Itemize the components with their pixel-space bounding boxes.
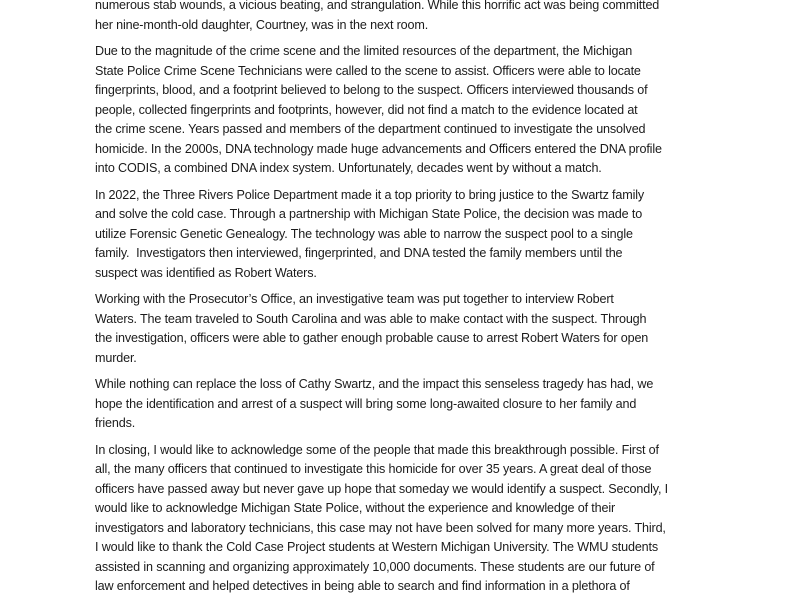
- text-line: homicide. In the 2000s, DNA technology made huge advancements and Officers entered the DNA profile: [95, 141, 662, 156]
- text-line: the investigation, officers were able to gather enough probable cause to arrest Robert Waters for open: [95, 331, 649, 345]
- text-line: all, the many officers that continued to investigate this homicide for over 35 years. A great deal of those: [95, 462, 652, 476]
- text-line: investigators and laboratory technicians, this case may not have been solved for many more years. Third,: [95, 520, 666, 535]
- text-line: numerous stab wounds, a vicious beating, and strangulation. While this horrific act was being committed: [95, 0, 660, 12]
- text-line: people, collected fingerprints and footprints, however, did not find a match to the evidence located at: [95, 102, 638, 117]
- text-line: her nine-month-old daughter, Courtney, was in the next room.: [95, 17, 429, 32]
- text-line: into CODIS, a combined DNA index system. Unfortunately, decades went by without a match.: [95, 161, 602, 175]
- text-line: In 2022, the Three Rivers Police Department made it a top priority to bring justice to the Swartz family: [95, 187, 645, 202]
- text-line: Working with the Prosecutor’s Office, an investigative team was put together to interview Robert: [95, 292, 614, 306]
- text-line: and solve the cold case. Through a partnership with Michigan State Police, the decision was made to: [95, 207, 643, 221]
- text-line: assisted in scanning and organizing approximately 10,000 documents. These students are our future of: [95, 559, 655, 574]
- text-line: officers have passed away but never gave up hope that someday we would identify a suspect. Secondly, I: [95, 481, 668, 496]
- text-line: law enforcement and helped detectives in being able to search and find information in a plethora of: [95, 579, 630, 593]
- text-line: hope the identification and arrest of a suspect will bring some long-awaited closure to her family and: [95, 396, 637, 411]
- paragraph: [95, 290, 735, 368]
- text-line: State Police Crime Scene Technicians were called to the scene to assist. Officers were able to locate: [95, 63, 641, 78]
- text-line: friends.: [95, 416, 136, 430]
- paragraph: [95, 186, 735, 284]
- paragraph: [95, 441, 735, 597]
- paragraph: [95, 42, 735, 179]
- text-line: In closing, I would like to acknowledge some of the people that made this breakthrough possible. First of: [95, 442, 659, 457]
- text-line: Waters. The team traveled to South Carolina and was able to make contact with the suspect. Through: [95, 311, 647, 326]
- text-line: While nothing can replace the loss of Cathy Swartz, and the impact this senseless tragedy has had, we: [95, 377, 654, 391]
- text-line: I would like to thank the Cold Case Project students at Western Michigan University. The WMU students: [95, 540, 659, 554]
- text-line: suspect was identified as Robert Waters.: [95, 265, 317, 280]
- text-line: murder.: [95, 350, 137, 365]
- document-page: [95, 0, 735, 604]
- text-line: Due to the magnitude of the crime scene and the limited resources of the department, the Michigan: [95, 44, 633, 58]
- paragraph: [95, 375, 735, 434]
- text-line: family. Investigators then interviewed, fingerprinted, and DNA tested the family members until the: [95, 246, 623, 260]
- document-body: [95, 0, 735, 597]
- text-line: the crime scene. Years passed and members of the department continued to investigate the unsolved: [95, 122, 646, 136]
- text-line: utilize Forensic Genetic Genealogy. The technology was able to narrow the suspect pool to a single: [95, 226, 633, 241]
- paragraph: [95, 0, 735, 35]
- text-line: fingerprints, blood, and a footprint believed to belong to the suspect. Officers interviewed thousands of: [95, 83, 648, 97]
- text-line: would like to acknowledge Michigan State Police, without the experience and knowledge of their: [95, 501, 616, 515]
